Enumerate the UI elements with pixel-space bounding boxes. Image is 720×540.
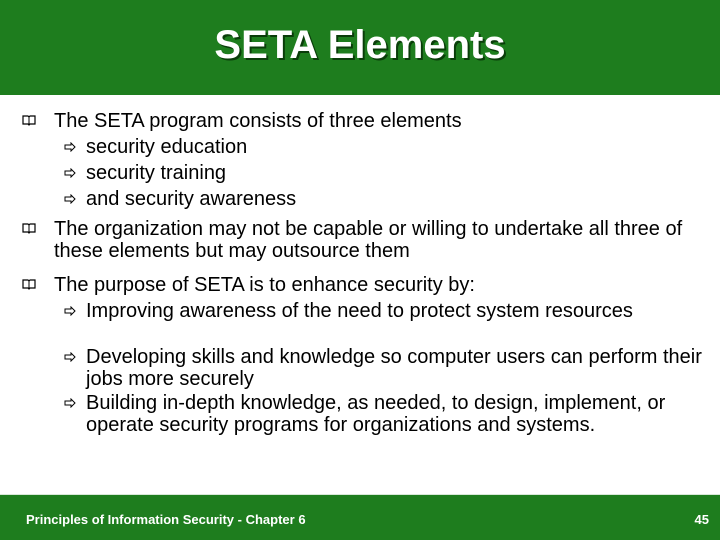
bullet-text: Improving awareness of the need to protect system resources bbox=[86, 300, 633, 322]
bullet-level1 bbox=[54, 110, 704, 132]
footer-bar bbox=[0, 495, 720, 540]
bullet-level1 bbox=[54, 274, 704, 296]
arrow-icon bbox=[64, 398, 76, 408]
arrow-icon bbox=[64, 142, 76, 152]
bullet-text: security education bbox=[86, 136, 248, 158]
slide-body bbox=[0, 95, 720, 495]
book-icon bbox=[22, 278, 36, 290]
book-icon bbox=[22, 222, 36, 234]
bullet-text: The purpose of SETA is to enhance security by: bbox=[54, 274, 475, 296]
arrow-icon bbox=[64, 306, 76, 316]
bullet-text: Developing skills and knowledge so computer users can perform their jobs more securely bbox=[86, 346, 702, 390]
bullet-level2 bbox=[86, 136, 706, 158]
bullet-level2 bbox=[86, 188, 706, 210]
bullet-text: and security awareness bbox=[86, 188, 297, 210]
page-number: 45 bbox=[694, 512, 709, 527]
bullet-text: Building in-depth knowledge, as needed, to design, implement, or operate security programs for organizations and systems. bbox=[86, 392, 666, 436]
bullet-text: security training bbox=[86, 162, 227, 184]
arrow-icon bbox=[64, 194, 76, 204]
book-icon bbox=[22, 114, 36, 126]
bullet-level2 bbox=[86, 300, 706, 322]
slide-title: SETA Elements bbox=[214, 23, 506, 67]
title-bar bbox=[0, 0, 720, 95]
arrow-icon bbox=[64, 352, 76, 362]
bullet-text: The SETA program consists of three elements bbox=[54, 110, 462, 132]
bullet-level2 bbox=[86, 162, 706, 184]
bullet-level2 bbox=[86, 392, 706, 436]
bullet-level1 bbox=[54, 218, 704, 262]
arrow-icon bbox=[64, 168, 76, 178]
bullet-text: The organization may not be capable or willing to undertake all three of these elements but may outsource them bbox=[54, 218, 683, 262]
bullet-level2 bbox=[86, 346, 706, 390]
footer-course-title: Principles of Information Security - Chapter 6 bbox=[26, 512, 306, 527]
